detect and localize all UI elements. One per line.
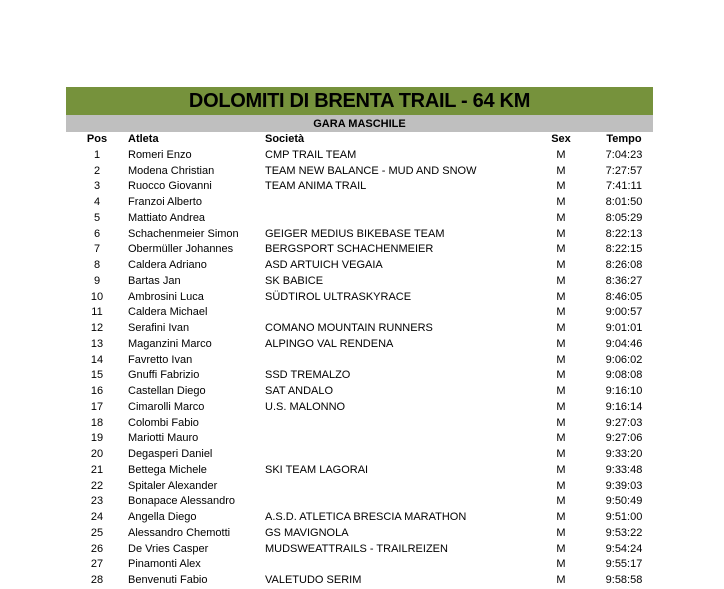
table-row [66,368,653,384]
cell-club: SAT ANDALO [265,385,334,397]
table-row [66,337,653,353]
cell-athlete: De Vries Casper [128,542,209,555]
table-row [66,211,653,227]
cell-club: ASD ARTUICH VEGAIA [265,259,383,271]
cell-athlete: Bartas Jan [128,274,181,287]
cell-pos: 24 [90,511,104,523]
cell-sex: M [556,432,566,445]
cell-club: U.S. MALONNO [265,400,346,413]
cell-pos: 5 [93,211,101,224]
cell-time: 9:39:03 [605,479,643,492]
cell-sex: M [556,274,566,287]
cell-club: TEAM NEW BALANCE - MUD AND SNOW [265,164,477,177]
cell-time: 9:00:57 [605,306,643,319]
cell-pos: 27 [90,558,104,571]
cell-athlete: Cimarolli Marco [128,400,205,413]
cell-time: 7:27:57 [605,164,643,177]
cell-sex: M [556,463,566,476]
table-row [66,526,653,542]
table-row [66,321,653,337]
table-row [66,148,653,164]
cell-athlete: Spitaler Alexander [128,479,218,492]
cell-athlete: Alessandro Chemotti [128,526,231,539]
cell-sex: M [556,337,566,350]
table-row [66,479,653,495]
cell-athlete: Caldera Michael [128,306,208,319]
cell-pos: 18 [90,416,104,429]
table-row [66,557,653,573]
cell-sex: M [556,211,566,224]
cell-time: 9:33:20 [605,448,643,460]
cell-time: 8:46:05 [605,290,643,303]
cell-sex: M [556,353,566,366]
cell-sex: M [556,180,566,193]
cell-sex: M [556,511,566,523]
cell-sex: M [556,574,566,586]
cell-club: A.S.D. ATLETICA BRESCIA MARATHON [265,511,467,523]
cell-pos: 22 [90,479,104,492]
table-row [66,542,653,558]
table-row [66,195,653,211]
cell-time: 9:08:08 [605,369,643,382]
cell-pos: 10 [90,290,104,303]
cell-sex: M [556,542,566,555]
cell-sex: M [556,243,566,256]
cell-pos: 6 [93,227,101,240]
cell-pos: 19 [90,432,104,445]
cell-time: 9:16:10 [605,385,643,397]
cell-athlete: Obermüller Johannes [128,243,234,256]
cell-athlete: Pinamonti Alex [128,558,201,571]
cell-time: 8:36:27 [605,274,643,287]
results-sheet [66,87,653,589]
cell-sex: M [556,448,566,460]
cell-time: 9:27:03 [605,416,643,429]
cell-athlete: Favretto Ivan [128,353,193,366]
cell-athlete: Mattiato Andrea [128,211,206,224]
cell-pos: 26 [90,542,104,555]
cell-time: 7:41:11 [606,180,642,193]
cell-club: VALETUDO SERIM [265,574,362,586]
cell-time: 9:55:17 [605,558,643,571]
cell-time: 8:26:08 [605,259,643,271]
cell-athlete: Degasperi Daniel [128,448,213,460]
cell-pos: 8 [93,259,101,271]
cell-time: 9:06:02 [605,353,643,366]
header-club: Società [265,133,305,145]
table-row [66,400,653,416]
cell-time: 9:01:01 [605,322,643,334]
cell-athlete: Schachenmeier Simon [128,227,239,240]
cell-athlete: Bonapace Alessandro [128,495,236,508]
cell-pos: 16 [90,385,104,397]
table-row [66,227,653,243]
cell-club: CMP TRAIL TEAM [265,148,357,161]
cell-time: 8:05:29 [605,211,643,224]
cell-club: COMANO MOUNTAIN RUNNERS [265,322,433,334]
cell-club: GS MAVIGNOLA [265,526,349,539]
cell-sex: M [556,306,566,319]
cell-club: SÜDTIROL ULTRASKYRACE [265,290,412,303]
cell-pos: 25 [90,526,104,539]
cell-time: 8:01:50 [605,196,643,208]
cell-pos: 12 [90,322,104,334]
cell-sex: M [556,227,566,240]
cell-pos: 20 [90,448,104,460]
cell-athlete: Ambrosini Luca [128,290,204,303]
cell-time: 8:22:15 [605,243,643,256]
cell-time: 9:58:58 [605,574,643,586]
table-row [66,353,653,369]
cell-time: 8:22:13 [605,227,643,240]
cell-athlete: Maganzini Marco [128,337,212,350]
table-row [66,290,653,306]
table-row [66,179,653,195]
cell-athlete: Caldera Adriano [128,259,207,271]
header-sex: Sex [551,133,571,145]
cell-sex: M [556,259,566,271]
cell-sex: M [556,558,566,571]
cell-time: 7:04:23 [605,148,643,161]
table-row [66,494,653,510]
table-row [66,510,653,526]
cell-pos: 23 [90,495,104,508]
cell-athlete: Benvenuti Fabio [128,574,208,586]
race-category: GARA MASCHILE [66,115,653,132]
cell-sex: M [556,479,566,492]
cell-athlete: Mariotti Mauro [128,432,199,445]
cell-time: 9:04:46 [605,337,643,350]
cell-time: 9:51:00 [605,511,643,523]
cell-athlete: Romeri Enzo [128,148,192,161]
cell-athlete: Ruocco Giovanni [128,180,212,193]
cell-sex: M [556,526,566,539]
cell-pos: 7 [93,243,101,256]
cell-pos: 13 [90,337,104,350]
cell-pos: 4 [93,196,101,208]
cell-sex: M [556,196,566,208]
cell-pos: 1 [93,148,101,161]
cell-sex: M [556,148,566,161]
cell-club: SKI TEAM LAGORAI [265,463,369,476]
table-header [66,132,653,148]
header-time: Tempo [606,133,642,145]
cell-pos: 28 [90,574,104,586]
cell-pos: 14 [90,353,104,366]
table-row [66,573,653,589]
cell-athlete: Modena Christian [128,164,215,177]
cell-athlete: Bettega Michele [128,463,207,476]
cell-time: 9:27:06 [605,432,643,445]
cell-pos: 3 [93,180,101,193]
cell-pos: 21 [90,463,104,476]
table-row [66,447,653,463]
table-row [66,274,653,290]
table-row [66,416,653,432]
cell-athlete: Angella Diego [128,511,197,523]
cell-pos: 15 [90,369,104,382]
cell-athlete: Gnuffi Fabrizio [128,369,200,382]
cell-time: 9:16:14 [605,400,643,413]
cell-club: SK BABICE [265,274,324,287]
cell-pos: 9 [93,274,101,287]
race-title: DOLOMITI DI BRENTA TRAIL - 64 KM [66,87,653,115]
cell-pos: 17 [90,400,104,413]
cell-sex: M [556,290,566,303]
cell-time: 9:54:24 [605,542,643,555]
header-pos: Pos [86,133,108,145]
cell-sex: M [556,322,566,334]
table-row [66,431,653,447]
cell-pos: 2 [93,164,101,177]
table-row [66,258,653,274]
cell-time: 9:50:49 [605,495,643,508]
cell-club: TEAM ANIMA TRAIL [265,180,367,193]
cell-sex: M [556,385,566,397]
cell-time: 9:53:22 [605,526,643,539]
cell-club: MUDSWEATTRAILS - TRAILREIZEN [265,542,448,555]
cell-club: BERGSPORT SCHACHENMEIER [265,243,434,256]
cell-club: SSD TREMALZO [265,369,351,382]
cell-athlete: Castellan Diego [128,385,206,397]
table-row [66,242,653,258]
cell-time: 9:33:48 [605,463,643,476]
results-table-body [66,148,653,589]
cell-athlete: Franzoi Alberto [128,196,202,208]
table-row [66,384,653,400]
cell-pos: 11 [91,306,103,319]
cell-sex: M [556,495,566,508]
cell-athlete: Colombi Fabio [128,416,199,429]
cell-club: ALPINGO VAL RENDENA [265,337,394,350]
table-row [66,305,653,321]
cell-sex: M [556,400,566,413]
table-row [66,463,653,479]
cell-sex: M [556,369,566,382]
header-athlete: Atleta [128,133,159,145]
cell-sex: M [556,416,566,429]
cell-sex: M [556,164,566,177]
cell-club: GEIGER MEDIUS BIKEBASE TEAM [265,227,445,240]
table-row [66,164,653,180]
cell-athlete: Serafini Ivan [128,322,190,334]
